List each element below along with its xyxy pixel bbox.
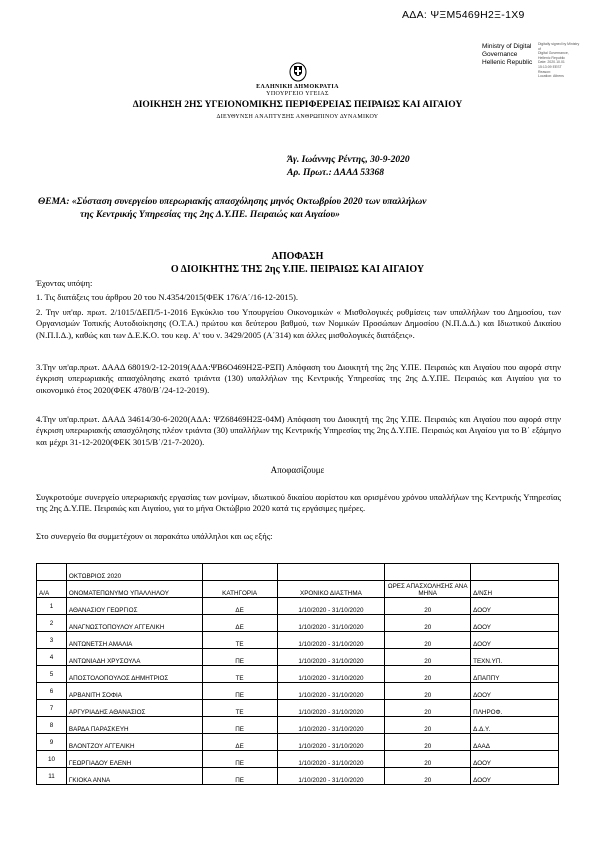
monthly-hours-cell: 20 [385, 649, 471, 666]
category-cell: ΤΕ [202, 632, 277, 649]
authority-heading: ΔΙΟΙΚΗΣΗ 2ΗΣ ΥΓΕΙΟΝΟΜΙΚΗΣ ΠΕΡΙΦΕΡΕΙΑΣ ΠΕΙΡΑΙΩΣ ΚΑΙ ΑΙΓΑΙΟΥ [132, 100, 463, 110]
ministry-label [482, 43, 532, 67]
legal-reference-1: 1. Τις διατάξεις του άρθρου 20 του Ν.4354/2015(ΦΕΚ 176/Α΄/16-12-2015). [36, 292, 299, 302]
monthly-hours-cell: 20 [385, 683, 471, 700]
row-number-cell: 6 [37, 683, 67, 700]
digital-signature-block [538, 42, 583, 79]
ministry-line: Governance [482, 51, 518, 58]
employee-name-cell: ΒΛΟΝΤΖΟΥ ΑΓΓΕΛΙΚΗ [66, 734, 202, 751]
decision-text: Συγκροτούμε συνεργείο υπερωριακής εργασίας των μονίμων, ιδιωτικού δικαίου αορίστου και ορισμένου χρόνου υπαλλήλων της Κεντρικής Υπηρεσίας της 2ης Δ.Υ.ΠΕ. Πειραιώς και Αιγαίου, για το μήνα Οκτώβριο 2020 κατά τις εργάσιμες ημέρες. [36, 492, 561, 514]
signature-line: Digital Governance, [538, 51, 569, 56]
legal-reference-4: 4.Την υπ'αρ.πρωτ. ΔΑΑΔ 34614/30-6-2020(ΑΔΑ: ΨΖ68469Η2Ξ-04Μ) Απόφαση του Διοικητή της 2ης Υ.ΠΕ. Πειραιώς και Αιγαίου που αφορά στην έγκριση υπερωριακής απασχόλησης πλέον τριάντα (30) υπαλλήλων της Κεντρικής Υπηρεσίας της 2ης Δ.Υ.ΠΕ. Πειραιώς και Αιγαίου για το Β΄ εξάμηνο και μέχρι 31-12-2020(ΦΕΚ 3015/Β΄/21-7-2020). [36, 414, 561, 447]
header-cell: ΟΝΟΜΑΤΕΠΩΝΥΜΟ ΥΠΑΛΛΗΛΟΥ [66, 581, 202, 598]
monthly-hours-cell: 20 [385, 700, 471, 717]
directorate-cell: ΔΟΟΥ [471, 751, 559, 768]
time-period-cell: 1/10/2020 - 31/10/2020 [277, 717, 385, 734]
time-period-cell: 1/10/2020 - 31/10/2020 [277, 666, 385, 683]
table-row [37, 683, 559, 700]
ministry-heading: ΥΠΟΥΡΓΕΙΟ ΥΓΕΙΑΣ [266, 91, 329, 97]
signature-line: 15:13:09 EEST [538, 64, 562, 69]
directorate-cell: ΔΟΟΥ [471, 632, 559, 649]
employee-name-cell: ΑΝΤΩΝΕΤΣΗ ΑΜΑΛΙΑ [66, 632, 202, 649]
directorate-cell: ΔΟΟΥ [471, 768, 559, 785]
header-row [37, 581, 559, 598]
category-cell: ΠΕ [202, 649, 277, 666]
time-period-cell: 1/10/2020 - 31/10/2020 [277, 598, 385, 615]
directorate-heading: ΔΙΕΥΘΥΝΣΗ ΑΝΑΠΤΥΞΗΣ ΑΝΘΡΩΠΙΝΟΥ ΔΥΝΑΜΙΚΟΥ [216, 114, 379, 120]
subject [38, 196, 558, 222]
monthly-hours-cell: 20 [385, 768, 471, 785]
table-row [37, 632, 559, 649]
table-row [37, 768, 559, 785]
header-cell: ΧΡΟΝΙΚΟ ΔΙΑΣΤΗΜΑ [277, 581, 385, 598]
legal-reference-2: 2. Την υπ'αρ. πρωτ. 2/1015/ΔΕΠ/5-1-2016 Εγκύκλιο του Υπουργείου Οικονομικών « Μισθολογικές ρυθμίσεις των υπαλλήλων του Δημοσίου, των Οργανισμών Τοπικής Αυτοδιοίκησης (Ο.Τ.Α.) πρώτου και δεύτερου βαθμού, των Νομικών Προσώπων Δημοσίου (Ν.Π.Δ.Δ.) και Ιδιωτικού Δικαίου (Ν.Π.Ι.Δ.), καθώς και των Δ.Ε.Κ.Ο. του κεφ. Α' του ν. 3429/2005 (Α΄314) και άλλες μισθολογικές διατάξεις». [36, 307, 561, 340]
signature-line: Hellenic Republic [538, 55, 566, 60]
subject-line-1: ΘΕΜΑ: «Σύσταση συνεργείου υπερωριακής απασχόλησης μηνός Οκτωβρίου 2020 των υπαλλήλων [38, 197, 427, 207]
signature-line: Digitally signed by Ministry of [538, 42, 580, 51]
category-cell: ΔΕ [202, 598, 277, 615]
time-period-cell: 1/10/2020 - 31/10/2020 [277, 751, 385, 768]
header-cell: Δ/ΝΣΗ [471, 581, 559, 598]
monthly-hours-cell: 20 [385, 734, 471, 751]
employee-name-cell: ΑΡΓΥΡΙΑΔΗΣ ΑΘΑΝΑΣΙΟΣ [66, 700, 202, 717]
table-row [37, 598, 559, 615]
decision-title: ΑΠΟΦΑΣΗ [271, 251, 324, 262]
row-number-cell: 1 [37, 598, 67, 615]
category-cell: ΔΕ [202, 615, 277, 632]
employee-name-cell: ΑΠΟΣΤΟΛΟΠΟΥΛΟΣ ΔΗΜΗΤΡΙΟΣ [66, 666, 202, 683]
signature-line: Location: Athens [538, 74, 564, 79]
employee-name-cell: ΓΕΩΡΓΙΑΔΟΥ ΕΛΕΝΗ [66, 751, 202, 768]
monthly-hours-cell: 20 [385, 717, 471, 734]
directorate-cell: ΔΟΟΥ [471, 598, 559, 615]
monthly-hours-cell: 20 [385, 632, 471, 649]
category-cell: ΔΕ [202, 734, 277, 751]
subject-line-2: της Κεντρικής Υπηρεσίας της 2ης Δ.Υ.ΠΕ. Πειραιώς και Αιγαίου» [80, 210, 340, 220]
row-number-cell: 2 [37, 615, 67, 632]
category-cell: ΤΕ [202, 700, 277, 717]
row-number-cell: 4 [37, 649, 67, 666]
time-period-cell: 1/10/2020 - 31/10/2020 [277, 615, 385, 632]
month-cell: ΟΚΤΩΒΡΙΟΣ 2020 [66, 564, 202, 581]
directorate-cell: Δ.Δ.Υ. [471, 717, 559, 734]
table-row [37, 666, 559, 683]
directorate-cell: ΠΛΗΡΟΦ. [471, 700, 559, 717]
we-decide-label: Αποφασίζουμε [270, 465, 325, 475]
employee-name-cell: ΑΡΒΑΝΙΤΗ ΣΟΦΙΑ [66, 683, 202, 700]
monthly-hours-cell: 20 [385, 751, 471, 768]
directorate-cell: ΔΠΑΠΠΥ [471, 666, 559, 683]
employee-name-cell: ΑΝΑΓΝΩΣΤΟΠΟΥΛΟΥ ΑΓΓΕΛΙΚΗ [66, 615, 202, 632]
employee-name-cell: ΒΑΡΔΑ ΠΑΡΑΣΚΕΥΗ [66, 717, 202, 734]
header-cell: Α/Α [37, 581, 67, 598]
category-cell: ΤΕ [202, 666, 277, 683]
time-period-cell: 1/10/2020 - 31/10/2020 [277, 632, 385, 649]
table-row [37, 734, 559, 751]
header-cell: ΚΑΤΗΓΟΡΙΑ [202, 581, 277, 598]
directorate-cell: ΔΑΑΔ [471, 734, 559, 751]
monthly-hours-cell: 20 [385, 598, 471, 615]
row-number-cell: 3 [37, 632, 67, 649]
table-row [37, 717, 559, 734]
signature-line: Reason: [538, 69, 552, 74]
director-title: Ο ΔΙΟΙΚΗΤΗΣ ΤΗΣ 2ης Υ.ΠΕ. ΠΕΙΡΑΙΩΣ ΚΑΙ ΑΙΓΑΙΟΥ [170, 264, 425, 275]
legal-reference-3: 3.Την υπ'αρ.πρωτ. ΔΑΑΔ 68019/2-12-2019(ΑΔΑ:ΨΒ6Ο469Η2Ξ-ΡΞΠ) Απόφαση του Διοικητή της 2ης Υ.ΠΕ. Πειραιώς και Αιγαίου που αφορά στην έγκριση υπερωριακής απασχόλησης εκατό τριάντα (130) υπαλλήλων της Κεντρικής Υπηρεσίας της 2ης Δ.Υ.ΠΕ. Πειραιώς και Αιγαίου για το οικονομικό έτος 2020(ΦΕΚ 4780/Β΄/24-12-2019). [36, 362, 561, 395]
month-row [37, 564, 559, 581]
row-number-cell: 8 [37, 717, 67, 734]
monthly-hours-cell: 20 [385, 666, 471, 683]
time-period-cell: 1/10/2020 - 31/10/2020 [277, 683, 385, 700]
employee-name-cell: ΑΘΑΝΑΣΙΟΥ ΓΕΩΡΓΙΟΣ [66, 598, 202, 615]
category-cell: ΠΕ [202, 717, 277, 734]
time-period-cell: 1/10/2020 - 31/10/2020 [277, 768, 385, 785]
directorate-cell: ΔΟΟΥ [471, 615, 559, 632]
time-period-cell: 1/10/2020 - 31/10/2020 [277, 649, 385, 666]
time-period-cell: 1/10/2020 - 31/10/2020 [277, 700, 385, 717]
table-row [37, 700, 559, 717]
row-number-cell: 7 [37, 700, 67, 717]
ada-code: ΑΔΑ: ΨΞΜ5469Η2Ξ-1Χ9 [402, 9, 525, 21]
signature-line: Date: 2020.10.01 [538, 60, 565, 65]
protocol-number: Αρ. Πρωτ.: ΔΑΑΔ 53368 [287, 168, 384, 178]
directorate-cell: ΔΟΟΥ [471, 683, 559, 700]
row-number-cell: 11 [37, 768, 67, 785]
hellenic-emblem-icon [288, 62, 308, 82]
ministry-line: Ministry of Digital [482, 43, 532, 50]
row-number-cell: 10 [37, 751, 67, 768]
place-date: Άγ. Ιωάννης Ρέντης, 30-9-2020 [287, 155, 410, 165]
category-cell: ΠΕ [202, 751, 277, 768]
staff-table [36, 563, 559, 785]
considering-label: Έχοντας υπόψη: [36, 278, 93, 288]
row-number-cell: 9 [37, 734, 67, 751]
row-number-cell: 5 [37, 666, 67, 683]
category-cell: ΠΕ [202, 768, 277, 785]
employee-name-cell: ΑΝΤΩΝΙΑΔΗ ΧΡΥΣΟΥΛΑ [66, 649, 202, 666]
ministry-line: Hellenic Republic [482, 59, 533, 66]
table-row [37, 751, 559, 768]
header-cell: ΩΡΕΣ ΑΠΑΣΧΟΛΗΣΗΣ ΑΝΑ ΜΗΝΑ [385, 581, 471, 598]
category-cell: ΠΕ [202, 683, 277, 700]
monthly-hours-cell: 20 [385, 615, 471, 632]
employee-name-cell: ΓΚΙΟΚΑ ΑΝΝΑ [66, 768, 202, 785]
table-row [37, 649, 559, 666]
table-row [37, 615, 559, 632]
participants-intro: Στο συνεργείο θα συμμετέχουν οι παρακάτω υπάλληλοι και ως εξής: [36, 531, 273, 541]
time-period-cell: 1/10/2020 - 31/10/2020 [277, 734, 385, 751]
country-heading: ΕΛΛΗΝΙΚΗ ΔΗΜΟΚΡΑΤΙΑ [256, 84, 339, 90]
directorate-cell: ΤΕΧΝ.ΥΠ. [471, 649, 559, 666]
